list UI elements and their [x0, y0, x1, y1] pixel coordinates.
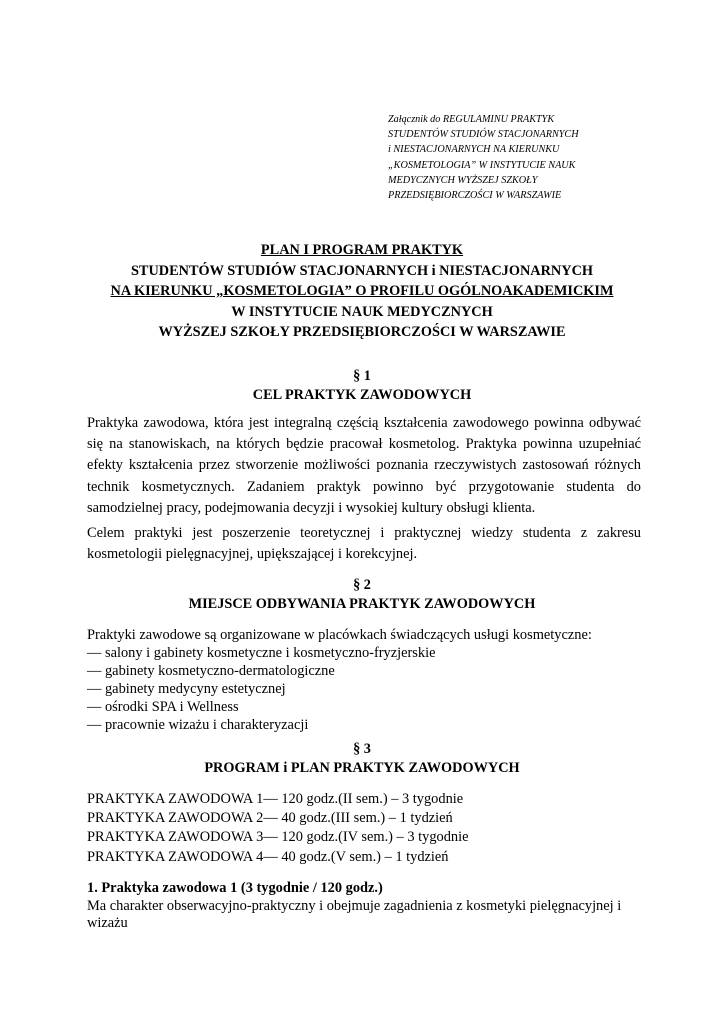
program-item: PRAKTYKA ZAWODOWA 2— 40 godz.(III sem.) – 1 tydzień — [87, 810, 453, 827]
list-item: — gabinety medycyny estetycznej — [87, 680, 286, 697]
list-item: — pracownie wizażu i charakteryzacji — [87, 716, 309, 733]
title-line: STUDENTÓW STUDIÓW STACJONARNYCH i NIESTACJONARNYCH — [130, 262, 594, 279]
document-title — [40, 240, 684, 343]
list-intro: Praktyki zawodowe są organizowane w placówkach świadczących usługi kosmetyczne: — [87, 627, 592, 643]
annex-line: „KOSMETOLOGIA” W INSTYTUCIE NAUK — [388, 159, 576, 171]
annex-line: i NIESTACJONARNYCH NA KIERUNKU — [388, 144, 560, 156]
section-title: PROGRAM i PLAN PRAKTYK ZAWODOWYCH — [204, 760, 520, 776]
program-item: PRAKTYKA ZAWODOWA 3— 120 godz.(IV sem.) – 3 tygodnie — [87, 829, 469, 846]
title-line: W INSTYTUCIE NAUK MEDYCZNYCH — [231, 303, 493, 320]
annex-line: Załącznik do REGULAMINU PRAKTYK — [388, 114, 555, 125]
section-number: § 2 — [353, 577, 371, 593]
annex-line: STUDENTÓW STUDIÓW STACJONARNYCH — [388, 129, 579, 141]
annex-line: PRZEDSIĘBIORCZOŚCI W WARSZAWIE — [388, 190, 562, 202]
program-item: PRAKTYKA ZAWODOWA 1— 120 godz.(II sem.) – 3 tygodnie — [87, 791, 464, 807]
annex-note — [388, 112, 688, 203]
section-title: MIEJSCE ODBYWANIA PRAKTYK ZAWODOWYCH — [188, 596, 536, 612]
list-item: — gabinety kosmetyczno-dermatologiczne — [87, 662, 335, 679]
section-1-paragraph-1: Praktyka zawodowa, która jest integralną częścią kształcenia zawodowego powinna odbywać się na stanowiskach, na których będzie pracował kosmetolog. Praktyka powinna uzupełniać efekty kształcenia przez stworzenie możliwości poznania rzeczywistych zastosowań różnych technik kosmetycznych. Zadaniem praktyk powinno być przygotowanie studenta do samodzielnej pracy, podejmowania decyzji i wysokiej kultury obsługi klienta. — [87, 415, 641, 516]
title-line: WYŻSZEJ SZKOŁY PRZEDSIĘBIORCZOŚCI W WARSZAWIE — [158, 324, 566, 340]
list-item: — ośrodki SPA i Wellness — [87, 698, 239, 715]
section-number: § 1 — [353, 368, 371, 384]
annex-line: MEDYCZNYCH WYŻSZEJ SZKOŁY — [388, 174, 538, 186]
section-number: § 3 — [353, 741, 371, 757]
program-item: PRAKTYKA ZAWODOWA 4— 40 godz.(V sem.) – 1 tydzień — [87, 848, 449, 865]
section-1-heading — [40, 367, 684, 405]
title-line: NA KIERUNKU „KOSMETOLOGIA” O PROFILU OGÓLNOAKADEMICKIM — [110, 283, 614, 299]
section-3-heading — [40, 740, 684, 778]
subsection-heading: 1. Praktyka zawodowa 1 (3 tygodnie / 120 godz.) — [87, 880, 383, 896]
section-1-paragraph-2: Celem praktyki jest poszerzenie teoretycznej i praktycznej wiedzy studenta z zakresu kosmetologii pielęgnacyjnej, upiększającej i korekcyjnej. — [87, 525, 641, 563]
section-2-heading — [40, 576, 684, 614]
program-list — [87, 790, 647, 867]
title-line: PLAN I PROGRAM PRAKTYK — [260, 242, 464, 258]
subsection-1 — [87, 880, 643, 933]
section-2-list — [87, 627, 647, 734]
section-title: CEL PRAKTYK ZAWODOWYCH — [252, 387, 472, 403]
subsection-text: Ma charakter obserwacyjno-praktyczny i obejmuje zagadnienia z kosmetyki pielęgnacyjnej i wizażu — [87, 897, 622, 931]
list-item: — salony i gabinety kosmetyczne i kosmetyczno-fryzjerskie — [87, 644, 436, 661]
